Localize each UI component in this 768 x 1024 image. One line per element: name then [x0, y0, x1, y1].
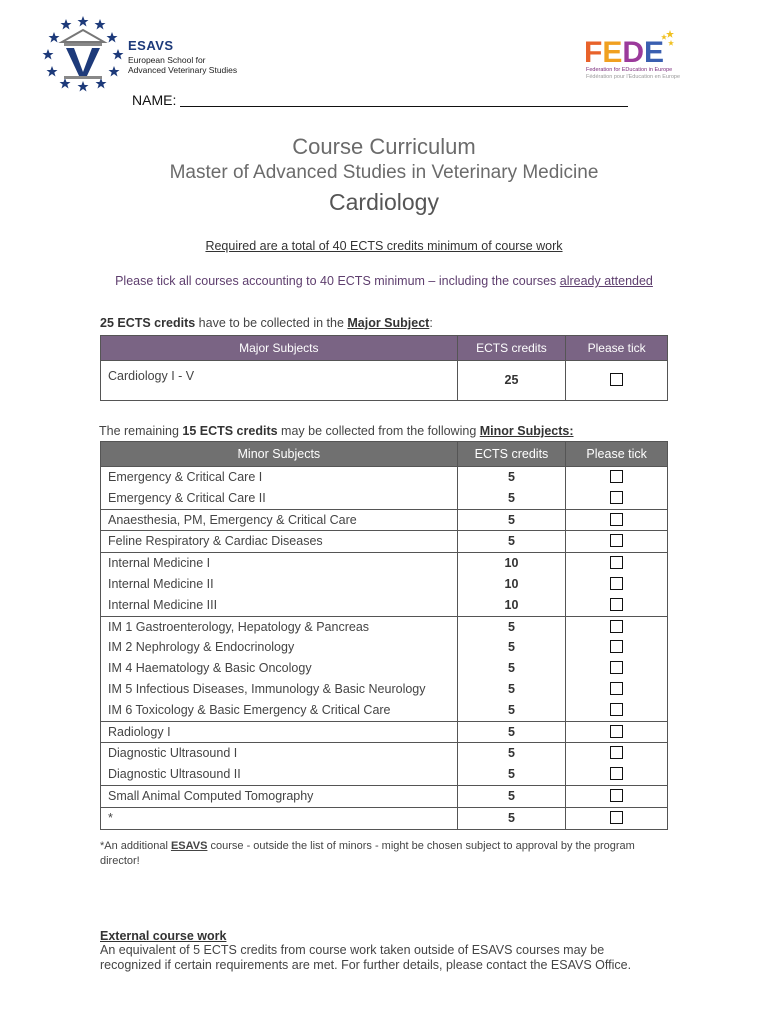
checkbox[interactable]	[610, 513, 623, 526]
checkbox[interactable]	[610, 556, 623, 569]
tick-wrapper	[566, 743, 667, 764]
table-row	[101, 807, 668, 829]
tick-wrapper	[566, 595, 667, 616]
subject-label: IM 2 Nephrology & Endocrinology	[108, 640, 295, 655]
minor-credits-cell	[457, 721, 566, 743]
required-note: Required are a total of 40 ECTS credits minimum of course work	[205, 239, 563, 253]
subject-label: Internal Medicine I	[108, 556, 211, 571]
fede-subtitle-1: Federation for EDucation in Europe	[586, 67, 673, 73]
minor-tick-cell	[566, 509, 668, 531]
checkbox[interactable]	[610, 640, 623, 653]
major-credits-cell: 25	[457, 361, 566, 401]
svg-text:FEDE: FEDE	[584, 36, 665, 69]
checkbox[interactable]	[610, 682, 623, 695]
credit-value: 10	[504, 576, 519, 591]
external-body: An equivalent of 5 ECTS credits from course work taken outside of ESAVS courses may be recognized if certain requirements are met. For further details, please contact the ESAVS Office.	[100, 943, 632, 972]
minor-tick-cell	[566, 721, 668, 743]
checkbox[interactable]	[610, 620, 623, 633]
tick-wrapper	[566, 510, 667, 531]
checkbox[interactable]	[610, 598, 623, 611]
table-row	[101, 509, 668, 531]
temple-icon	[62, 30, 104, 79]
minor-subject-cell	[101, 721, 458, 743]
credit-value: 10	[504, 556, 519, 571]
checkbox[interactable]	[610, 725, 623, 738]
tick-wrapper	[566, 637, 667, 658]
subject-label: Diagnostic Ultrasound I	[108, 746, 238, 761]
minor-subject-cell	[101, 785, 458, 807]
minor-intro: The remaining 15 ECTS credits may be collected from the following Minor Subjects:	[99, 424, 574, 438]
minor-credits-cell	[457, 743, 566, 786]
subject-label: Emergency & Critical Care I	[108, 470, 263, 484]
minor-tick-cell	[566, 785, 668, 807]
minor-tick-cell	[566, 553, 668, 616]
checkbox[interactable]	[610, 373, 623, 386]
minor-subject-cell	[101, 743, 458, 786]
specialty-title: Cardiology	[329, 189, 439, 215]
program-title: Master of Advanced Studies in Veterinary Medicine	[169, 162, 599, 183]
table-row	[101, 721, 668, 743]
subject-label: IM 6 Toxicology & Basic Emergency & Critical Care	[108, 702, 391, 717]
major-subjects-table	[100, 335, 668, 401]
credit-value: 5	[508, 746, 515, 761]
subject-label: IM 5 Infectious Diseases, Immunology & Basic Neurology	[108, 681, 426, 696]
credit-value: 5	[508, 490, 515, 505]
credit-value: 5	[508, 810, 515, 825]
minor-subjects-table	[100, 441, 668, 830]
checkbox[interactable]	[610, 746, 623, 759]
name-label: NAME:	[132, 92, 177, 108]
credit-value: 5	[508, 512, 515, 527]
tick-wrapper	[566, 531, 667, 552]
fede-subtitle-2: Fédération pour l'Education en Europe	[586, 74, 681, 80]
tick-wrapper	[566, 808, 667, 829]
name-field[interactable]	[132, 92, 628, 108]
minor-subject-cell	[101, 807, 458, 829]
minor-tick-cell	[566, 531, 668, 553]
tick-instruction: Please tick all courses accounting to 40 ECTS minimum – including the courses already attended	[115, 274, 653, 288]
minor-tick-cell	[566, 807, 668, 829]
minor-credits-cell	[457, 467, 566, 510]
minor-tick-cell	[566, 616, 668, 721]
minor-credits-cell	[457, 807, 566, 829]
credit-value: 5	[508, 534, 515, 549]
table-row	[101, 467, 668, 510]
minor-header-tick: Please tick	[566, 442, 668, 467]
tick-wrapper	[566, 617, 667, 638]
esavs-subtitle-1: European School for	[128, 55, 206, 65]
subject-label: Feline Respiratory & Cardiac Diseases	[108, 534, 323, 549]
tick-wrapper	[566, 722, 667, 743]
minor-subject-cell	[101, 616, 458, 721]
page-title: Course Curriculum	[292, 134, 476, 159]
table-row	[101, 616, 668, 721]
subject-label: Internal Medicine III	[108, 597, 218, 612]
tick-wrapper	[566, 700, 667, 721]
minor-credits-cell	[457, 616, 566, 721]
minor-tick-cell	[566, 467, 668, 510]
minor-credits-cell	[457, 785, 566, 807]
table-row	[101, 785, 668, 807]
credit-value: 5	[508, 661, 515, 676]
minor-header-subject: Minor Subjects	[101, 442, 458, 467]
minor-credits-cell	[457, 531, 566, 553]
star-ring-icon	[43, 16, 124, 92]
credit-value: 5	[508, 702, 515, 717]
table-row	[101, 743, 668, 786]
credit-value: 5	[508, 681, 515, 696]
tick-wrapper	[566, 467, 667, 488]
table-row	[101, 361, 668, 401]
checkbox[interactable]	[610, 767, 623, 780]
subject-label: Anaesthesia, PM, Emergency & Critical Care	[108, 512, 357, 527]
subject-label: Radiology I	[108, 724, 171, 739]
tick-wrapper	[566, 764, 667, 785]
credit-value: 5	[508, 767, 515, 782]
esavs-name: ESAVS	[128, 38, 174, 53]
subject-label: IM 4 Haematology & Basic Oncology	[108, 661, 312, 676]
major-header-tick: Please tick	[566, 336, 668, 361]
checkbox[interactable]	[610, 661, 623, 674]
minor-subject-cell	[101, 553, 458, 616]
tick-wrapper	[566, 488, 667, 509]
checkbox[interactable]	[610, 491, 623, 504]
table-row	[101, 553, 668, 616]
credit-value: 5	[508, 619, 515, 634]
credit-value: 5	[508, 470, 515, 484]
tick-wrapper	[566, 658, 667, 679]
subject-label: Emergency & Critical Care II	[108, 490, 266, 505]
major-header-credits: ECTS credits	[457, 336, 566, 361]
minor-credits-cell	[457, 553, 566, 616]
major-tick-cell	[566, 361, 668, 401]
minor-tick-cell	[566, 743, 668, 786]
major-header-subject: Major Subjects	[101, 336, 458, 361]
checkbox[interactable]	[610, 577, 623, 590]
checkbox[interactable]	[610, 811, 623, 824]
footnote: *An additional ESAVS course - outside the list of minors - might be chosen subject to approval by the program director!	[100, 840, 635, 867]
minor-header-credits: ECTS credits	[457, 442, 566, 467]
esavs-subtitle-2: Advanced Veterinary Studies	[128, 65, 238, 75]
table-row	[101, 531, 668, 553]
esavs-logo	[40, 14, 240, 94]
minor-subject-cell	[101, 509, 458, 531]
minor-subject-cell	[101, 467, 458, 510]
subject-label: Small Animal Computed Tomography	[108, 788, 314, 803]
checkbox[interactable]	[610, 470, 623, 483]
external-title: External course work	[100, 929, 227, 943]
checkbox[interactable]	[610, 534, 623, 547]
credit-value: 5	[508, 788, 515, 803]
credit-value: 10	[504, 597, 519, 612]
checkbox[interactable]	[610, 789, 623, 802]
credit-value: 5	[508, 724, 515, 739]
major-subject-cell: Cardiology I - V	[101, 361, 458, 401]
subject-label: IM 1 Gastroenterology, Hepatology & Pancreas	[108, 619, 370, 634]
minor-subject-cell	[101, 531, 458, 553]
tick-wrapper	[566, 553, 667, 574]
subject-label: Internal Medicine II	[108, 576, 214, 591]
subject-label: Diagnostic Ultrasound II	[108, 767, 241, 782]
checkbox[interactable]	[610, 703, 623, 716]
subject-label: *	[108, 810, 113, 825]
tick-wrapper	[566, 786, 667, 807]
name-underline[interactable]	[180, 93, 628, 107]
tick-wrapper	[566, 574, 667, 595]
major-intro: 25 ECTS credits have to be collected in the Major Subject:	[100, 316, 433, 330]
tick-wrapper	[566, 679, 667, 700]
credit-value: 5	[508, 640, 515, 655]
minor-credits-cell	[457, 509, 566, 531]
